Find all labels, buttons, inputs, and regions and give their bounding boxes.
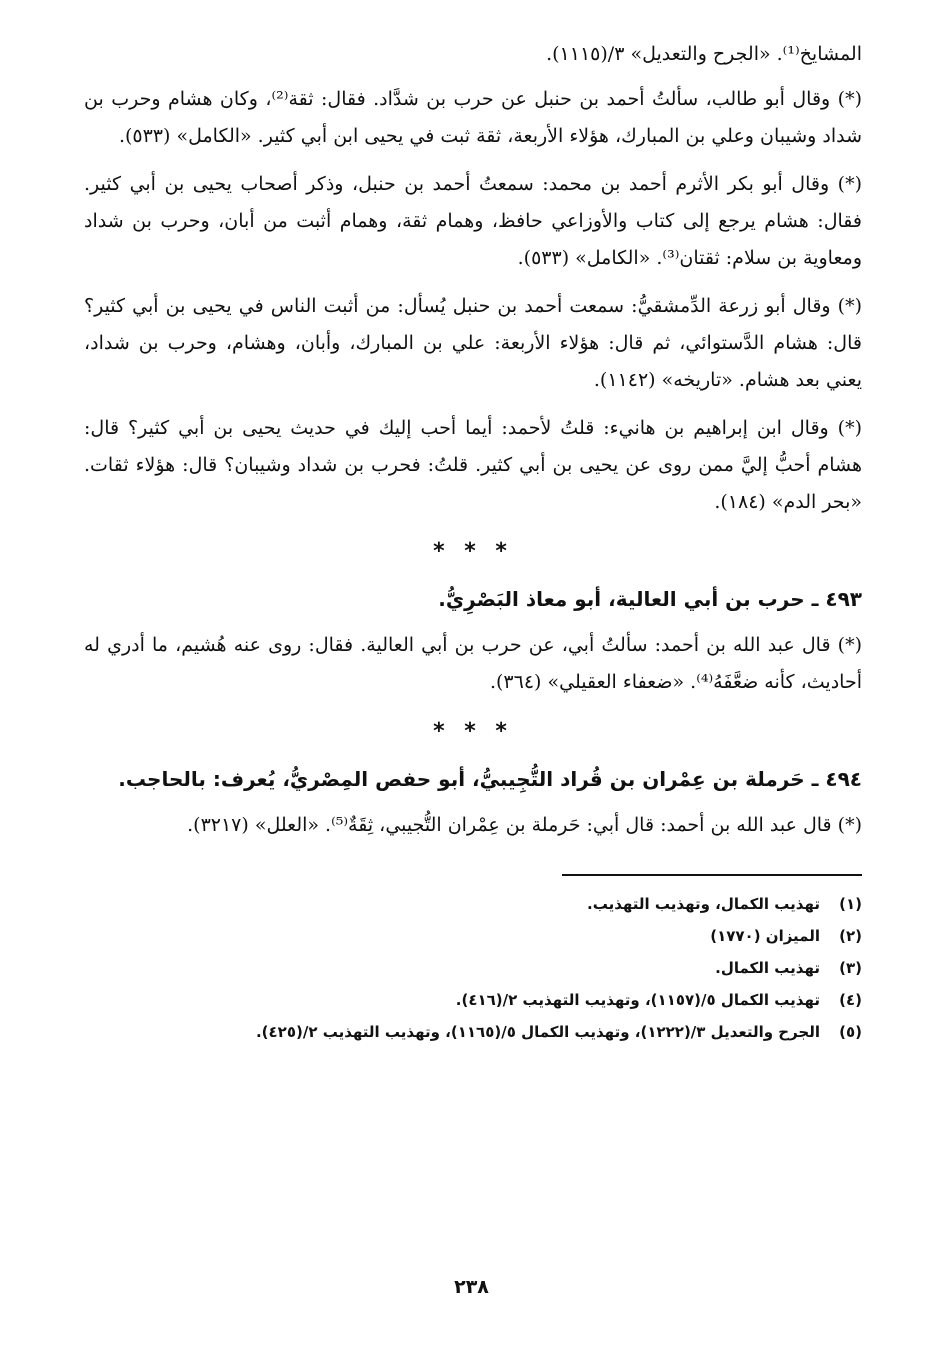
footnote-text: تهذيب الكمال، وتهذيب التهذيب.	[587, 895, 820, 913]
narration-paragraph: (*) وقال أبو بكر الأثرم أحمد بن محمد: سمعتُ أحمد بن حنبل، وذكر أصحاب يحيى بن أبي كثير. فقال: هشام يرجع إلى كتاب والأوزاعي حافظ، وهمام ثقة، وهمام أثبت من أبان، وحرب بن شداد ومعاوية بن سلام: ثقتان⁽³⁾. «الكامل» (٥٣٣).	[84, 173, 862, 269]
entry-heading-493: ٤٩٣ ـ حرب بن أبي العالية، أبو معاذ البَصْرِيُّ.	[438, 587, 862, 611]
entry-text-493: (*) قال عبد الله بن أحمد: سألتُ أبي، عن حرب بن أبي العالية. فقال: روى عنه هُشيم، ما أدري له أحاديث، كأنه ضعَّفَهُ⁽⁴⁾. «ضعفاء العقيلي» (٣٦٤).	[84, 634, 862, 693]
footnote-item	[84, 984, 862, 1016]
footnote-number: (٢)	[839, 927, 862, 945]
footnote-text: تهذيب الكمال.	[715, 959, 820, 977]
page-number: ٢٣٨	[454, 1276, 489, 1298]
narration-paragraph: (*) وقال ابن إبراهيم بن هانيء: قلتُ لأحمد: أيما أحب إليك في حديث يحيى بن أبي كثير؟ قال: هشام أحبُّ إليَّ ممن روى عن يحيى بن أبي كثير. قلتُ: فحرب بن شداد وشيبان؟ قال: هؤلاء ثقات. «بحر الدم» (١٨٤).	[84, 417, 862, 513]
page-body	[84, 36, 862, 1048]
narration-paragraph: (*) وقال أبو طالب، سألتُ أحمد بن حنبل عن حرب بن شدَّاد. فقال: ثقة⁽²⁾، وكان هشام وحرب بن شداد وشيبان وعلي بن المبارك، هؤلاء الأربعة، ثقة ثبت في يحيى ابن أبي كثير. «الكامل» (٥٣٣).	[84, 88, 863, 147]
footnote-number: (٣)	[839, 959, 862, 977]
section-separator: * * *	[433, 539, 513, 564]
entry-heading-494: ٤٩٤ ـ حَرملة بن عِمْران بن قُراد التُّجِيبيُّ، أبو حفص المِصْريُّ، يُعرف: بالحاجب.	[118, 767, 862, 791]
footnote-divider	[562, 874, 862, 876]
footnote-item	[84, 952, 862, 984]
footnote-item	[84, 888, 862, 920]
footnote-text: تهذيب الكمال ٥/(١١٥٧)، وتهذيب التهذيب ٢/(٤١٦).	[455, 991, 820, 1009]
section-separator: * * *	[433, 719, 513, 744]
footnotes	[84, 888, 862, 1048]
continued-line: المشايخ⁽¹⁾. «الجرح والتعديل» ٣/(١١١٥).	[546, 43, 862, 65]
footnote-item	[84, 1016, 862, 1048]
footnote-number: (٥)	[839, 1023, 862, 1041]
entry-text-494: (*) قال عبد الله بن أحمد: قال أبي: حَرملة بن عِمْران التُّجيبي، ثِقَةٌ⁽⁵⁾. «العلل» (٣٢١٧).	[187, 814, 862, 836]
footnote-number: (٤)	[839, 991, 862, 1009]
narration-paragraph: (*) وقال أبو زرعة الدِّمشقيُّ: سمعت أحمد بن حنبل يُسأل: من أثبت الناس في يحيى بن أبي كثير؟ قال: هشام الدَّستوائي، ثم قال: هؤلاء الأربعة: علي بن المبارك، وأبان، وهشام، وحرب بن شداد، يعني بعد هشام. «تاريخه» (١١٤٢).	[84, 295, 862, 391]
footnote-number: (١)	[839, 895, 862, 913]
footnote-text: الجرح والتعديل ٣/(١٢٢٢)، وتهذيب الكمال ٥/(١١٦٥)، وتهذيب التهذيب ٢/(٤٢٥).	[255, 1023, 820, 1041]
footnote-text: الميزان (١٧٧٠)	[710, 927, 820, 945]
footnote-item	[84, 920, 862, 952]
